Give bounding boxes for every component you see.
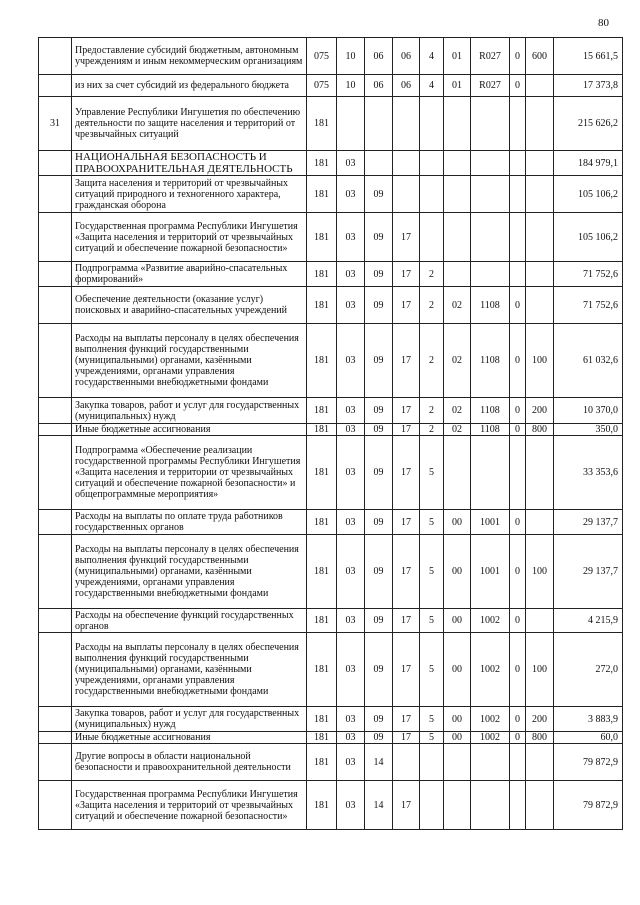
- row-expense-type: 800: [526, 424, 554, 436]
- row-number: [39, 324, 72, 398]
- row-section-code: 03: [337, 436, 365, 510]
- row-subsection-code: [365, 151, 393, 176]
- row-section-code: [337, 97, 365, 151]
- row-expense-type: [526, 213, 554, 262]
- row-subprogram-code: 4: [420, 75, 444, 97]
- row-description: Иные бюджетные ассигнования: [72, 424, 307, 436]
- row-measure-code: [444, 176, 471, 213]
- row-measure-code: [444, 436, 471, 510]
- row-ministry-code: 181: [307, 781, 337, 830]
- row-ministry-code: 181: [307, 609, 337, 633]
- row-ministry-code: 181: [307, 151, 337, 176]
- row-ministry-code: 181: [307, 324, 337, 398]
- row-amount: 29 137,7: [554, 535, 623, 609]
- row-expense-type: [526, 97, 554, 151]
- row-ministry-code: 181: [307, 744, 337, 781]
- table-row: [39, 436, 623, 510]
- row-program-code: 06: [393, 38, 420, 75]
- row-measure-code: [444, 781, 471, 830]
- row-extra-code: [510, 213, 526, 262]
- row-subsection-code: 09: [365, 535, 393, 609]
- row-subsection-code: 06: [365, 38, 393, 75]
- row-number: [39, 398, 72, 424]
- row-ministry-code: 181: [307, 732, 337, 744]
- row-number: [39, 262, 72, 287]
- row-direction-code: [471, 781, 510, 830]
- table-row: [39, 287, 623, 324]
- row-ministry-code: 181: [307, 424, 337, 436]
- row-program-code: 17: [393, 213, 420, 262]
- row-ministry-code: 075: [307, 38, 337, 75]
- table-row: [39, 424, 623, 436]
- row-ministry-code: 181: [307, 510, 337, 535]
- row-direction-code: [471, 151, 510, 176]
- row-expense-type: 100: [526, 633, 554, 707]
- row-extra-code: [510, 176, 526, 213]
- row-direction-code: [471, 436, 510, 510]
- row-subprogram-code: 5: [420, 633, 444, 707]
- row-description: Подпрограмма «Развитие аварийно-спасательных формирований»: [72, 262, 307, 287]
- row-measure-code: [444, 262, 471, 287]
- row-direction-code: [471, 176, 510, 213]
- row-number: [39, 535, 72, 609]
- table-row: [39, 262, 623, 287]
- row-extra-code: 0: [510, 424, 526, 436]
- table-row: [39, 535, 623, 609]
- table-row: [39, 510, 623, 535]
- row-extra-code: [510, 744, 526, 781]
- row-subsection-code: 06: [365, 75, 393, 97]
- row-subsection-code: 09: [365, 287, 393, 324]
- row-description: Подпрограмма «Обеспечение реализации государственной программы Республики Ингушетия «Защита населения и территории от чрезвычайных ситуаций и обеспечение пожарной безопасности» и общепрограммные мероприятия»: [72, 436, 307, 510]
- row-subprogram-code: 2: [420, 262, 444, 287]
- table-row: [39, 633, 623, 707]
- row-section-code: 03: [337, 781, 365, 830]
- row-program-code: [393, 176, 420, 213]
- row-subsection-code: 09: [365, 609, 393, 633]
- row-expense-type: [526, 262, 554, 287]
- row-program-code: 17: [393, 287, 420, 324]
- row-program-code: 17: [393, 510, 420, 535]
- row-extra-code: 0: [510, 324, 526, 398]
- row-amount: 215 626,2: [554, 97, 623, 151]
- row-section-code: 03: [337, 510, 365, 535]
- row-section-code: 03: [337, 424, 365, 436]
- row-direction-code: 1108: [471, 398, 510, 424]
- row-expense-type: 100: [526, 324, 554, 398]
- row-ministry-code: 181: [307, 436, 337, 510]
- row-direction-code: 1108: [471, 424, 510, 436]
- row-expense-type: [526, 609, 554, 633]
- row-subsection-code: 14: [365, 744, 393, 781]
- row-measure-code: 02: [444, 287, 471, 324]
- row-direction-code: [471, 744, 510, 781]
- row-direction-code: R027: [471, 75, 510, 97]
- row-direction-code: 1002: [471, 732, 510, 744]
- row-section-code: 03: [337, 744, 365, 781]
- row-program-code: [393, 744, 420, 781]
- row-measure-code: 00: [444, 732, 471, 744]
- row-section-code: 03: [337, 609, 365, 633]
- row-program-code: 17: [393, 707, 420, 732]
- row-amount: 29 137,7: [554, 510, 623, 535]
- row-measure-code: 01: [444, 38, 471, 75]
- row-ministry-code: 075: [307, 75, 337, 97]
- row-amount: 79 872,9: [554, 744, 623, 781]
- row-ministry-code: 181: [307, 535, 337, 609]
- row-extra-code: 0: [510, 707, 526, 732]
- row-measure-code: 02: [444, 398, 471, 424]
- row-measure-code: 00: [444, 633, 471, 707]
- row-measure-code: [444, 213, 471, 262]
- row-subsection-code: 09: [365, 213, 393, 262]
- row-subprogram-code: 2: [420, 424, 444, 436]
- row-amount: 350,0: [554, 424, 623, 436]
- row-description: НАЦИОНАЛЬНАЯ БЕЗОПАСНОСТЬ И ПРАВООХРАНИТЕЛЬНАЯ ДЕЯТЕЛЬНОСТЬ: [72, 151, 307, 176]
- row-subsection-code: 09: [365, 436, 393, 510]
- row-program-code: 17: [393, 633, 420, 707]
- row-subsection-code: 09: [365, 324, 393, 398]
- row-direction-code: [471, 262, 510, 287]
- row-extra-code: [510, 262, 526, 287]
- table-row: [39, 151, 623, 176]
- row-extra-code: [510, 151, 526, 176]
- row-ministry-code: 181: [307, 213, 337, 262]
- row-section-code: 03: [337, 535, 365, 609]
- row-direction-code: [471, 97, 510, 151]
- row-direction-code: 1108: [471, 324, 510, 398]
- row-section-code: 03: [337, 287, 365, 324]
- row-expense-type: [526, 75, 554, 97]
- row-number: [39, 609, 72, 633]
- row-subsection-code: 09: [365, 176, 393, 213]
- row-number: [39, 707, 72, 732]
- row-number: [39, 213, 72, 262]
- row-program-code: 17: [393, 398, 420, 424]
- table-row: [39, 324, 623, 398]
- row-subprogram-code: 2: [420, 324, 444, 398]
- row-subprogram-code: 5: [420, 436, 444, 510]
- row-section-code: 03: [337, 324, 365, 398]
- row-description: Расходы на обеспечение функций государственных органов: [72, 609, 307, 633]
- row-ministry-code: 181: [307, 707, 337, 732]
- row-direction-code: 1001: [471, 535, 510, 609]
- table-row: [39, 732, 623, 744]
- table-row: [39, 75, 623, 97]
- row-extra-code: 0: [510, 633, 526, 707]
- row-number: [39, 424, 72, 436]
- row-description: Другие вопросы в области национальной безопасности и правоохранительной деятельности: [72, 744, 307, 781]
- row-number: [39, 781, 72, 830]
- row-measure-code: 02: [444, 324, 471, 398]
- row-subprogram-code: [420, 213, 444, 262]
- row-amount: 272,0: [554, 633, 623, 707]
- row-amount: 71 752,6: [554, 262, 623, 287]
- row-measure-code: 00: [444, 609, 471, 633]
- row-number: [39, 510, 72, 535]
- table-row: [39, 213, 623, 262]
- row-subprogram-code: 5: [420, 609, 444, 633]
- row-amount: 184 979,1: [554, 151, 623, 176]
- row-amount: 105 106,2: [554, 213, 623, 262]
- row-description: из них за счет субсидий из федерального бюджета: [72, 75, 307, 97]
- row-section-code: 03: [337, 707, 365, 732]
- row-direction-code: [471, 213, 510, 262]
- row-ministry-code: 181: [307, 287, 337, 324]
- row-extra-code: 0: [510, 287, 526, 324]
- row-number: 31: [39, 97, 72, 151]
- row-description: Закупка товаров, работ и услуг для государственных (муниципальных) нужд: [72, 398, 307, 424]
- row-subprogram-code: 5: [420, 535, 444, 609]
- row-number: [39, 176, 72, 213]
- row-expense-type: [526, 151, 554, 176]
- row-section-code: 03: [337, 262, 365, 287]
- row-measure-code: 01: [444, 75, 471, 97]
- row-ministry-code: 181: [307, 262, 337, 287]
- row-direction-code: 1002: [471, 633, 510, 707]
- row-section-code: 10: [337, 38, 365, 75]
- row-amount: 4 215,9: [554, 609, 623, 633]
- row-section-code: 03: [337, 732, 365, 744]
- row-expense-type: [526, 176, 554, 213]
- page-number: 80: [598, 17, 609, 29]
- row-direction-code: 1002: [471, 609, 510, 633]
- row-expense-type: [526, 744, 554, 781]
- row-measure-code: [444, 97, 471, 151]
- table-row: [39, 707, 623, 732]
- row-description: Расходы на выплаты по оплате труда работников государственных органов: [72, 510, 307, 535]
- row-program-code: [393, 97, 420, 151]
- row-program-code: 17: [393, 732, 420, 744]
- row-extra-code: 0: [510, 38, 526, 75]
- row-subprogram-code: 2: [420, 398, 444, 424]
- row-expense-type: [526, 436, 554, 510]
- row-extra-code: [510, 781, 526, 830]
- row-extra-code: 0: [510, 732, 526, 744]
- row-ministry-code: 181: [307, 633, 337, 707]
- table-row: [39, 398, 623, 424]
- table-row: [39, 781, 623, 830]
- row-subsection-code: 14: [365, 781, 393, 830]
- row-amount: 17 373,8: [554, 75, 623, 97]
- row-number: [39, 287, 72, 324]
- table-row: [39, 97, 623, 151]
- row-description: Расходы на выплаты персоналу в целях обеспечения выполнения функций государственными (муниципальными) органами, казёнными учреждениями, органами управления государственными внебюджетными фондами: [72, 633, 307, 707]
- row-amount: 3 883,9: [554, 707, 623, 732]
- row-program-code: [393, 151, 420, 176]
- row-amount: 61 032,6: [554, 324, 623, 398]
- row-ministry-code: 181: [307, 398, 337, 424]
- row-section-code: 03: [337, 151, 365, 176]
- row-measure-code: [444, 151, 471, 176]
- row-description: Предоставление субсидий бюджетным, автономным учреждениям и иным некоммерческим организациям: [72, 38, 307, 75]
- row-amount: 79 872,9: [554, 781, 623, 830]
- row-expense-type: 200: [526, 398, 554, 424]
- row-expense-type: 800: [526, 732, 554, 744]
- row-amount: 60,0: [554, 732, 623, 744]
- row-subsection-code: 09: [365, 633, 393, 707]
- row-program-code: 17: [393, 436, 420, 510]
- row-extra-code: 0: [510, 398, 526, 424]
- row-number: [39, 151, 72, 176]
- row-subsection-code: 09: [365, 732, 393, 744]
- row-amount: 15 661,5: [554, 38, 623, 75]
- row-subprogram-code: [420, 781, 444, 830]
- row-expense-type: [526, 287, 554, 324]
- row-ministry-code: 181: [307, 176, 337, 213]
- row-direction-code: 1001: [471, 510, 510, 535]
- row-section-code: 03: [337, 398, 365, 424]
- row-number: [39, 732, 72, 744]
- row-section-code: 03: [337, 176, 365, 213]
- row-number: [39, 633, 72, 707]
- row-description: Обеспечение деятельности (оказание услуг) поисковых и аварийно-спасательных учреждений: [72, 287, 307, 324]
- row-subprogram-code: 5: [420, 707, 444, 732]
- row-subprogram-code: [420, 744, 444, 781]
- row-description: Расходы на выплаты персоналу в целях обеспечения выполнения функций государственными (муниципальными) органами, казёнными учреждениями, органами управления государственными внебюджетными фондами: [72, 535, 307, 609]
- row-description: Государственная программа Республики Ингушетия «Защита населения и территорий от чрезвычайных ситуаций и обеспечение пожарной безопасности»: [72, 213, 307, 262]
- row-amount: 10 370,0: [554, 398, 623, 424]
- row-subsection-code: 09: [365, 398, 393, 424]
- row-expense-type: [526, 781, 554, 830]
- row-measure-code: 00: [444, 707, 471, 732]
- row-extra-code: [510, 436, 526, 510]
- row-extra-code: 0: [510, 609, 526, 633]
- row-description: Защита населения и территорий от чрезвычайных ситуаций природного и техногенного характера, гражданская оборона: [72, 176, 307, 213]
- row-extra-code: 0: [510, 535, 526, 609]
- row-expense-type: 100: [526, 535, 554, 609]
- row-direction-code: R027: [471, 38, 510, 75]
- row-subprogram-code: [420, 151, 444, 176]
- row-description: Расходы на выплаты персоналу в целях обеспечения выполнения функций государственными (муниципальными) органами, казёнными учреждениями, органами управления государственными внебюджетными фондами: [72, 324, 307, 398]
- row-subprogram-code: 2: [420, 287, 444, 324]
- row-description: Иные бюджетные ассигнования: [72, 732, 307, 744]
- row-amount: 33 353,6: [554, 436, 623, 510]
- row-description: Управление Республики Ингушетия по обеспечению деятельности по защите населения и территорий от чрезвычайных ситуаций: [72, 97, 307, 151]
- row-measure-code: 00: [444, 510, 471, 535]
- row-program-code: 17: [393, 535, 420, 609]
- row-program-code: 17: [393, 424, 420, 436]
- row-measure-code: 02: [444, 424, 471, 436]
- row-number: [39, 38, 72, 75]
- row-amount: 105 106,2: [554, 176, 623, 213]
- row-program-code: 06: [393, 75, 420, 97]
- row-measure-code: 00: [444, 535, 471, 609]
- table-row: [39, 609, 623, 633]
- row-subsection-code: 09: [365, 510, 393, 535]
- row-subsection-code: 09: [365, 262, 393, 287]
- row-measure-code: [444, 744, 471, 781]
- table-row: [39, 744, 623, 781]
- row-subsection-code: [365, 97, 393, 151]
- row-program-code: 17: [393, 781, 420, 830]
- row-program-code: 17: [393, 324, 420, 398]
- row-subprogram-code: [420, 97, 444, 151]
- row-description: Государственная программа Республики Ингушетия «Защита населения и территорий от чрезвычайных ситуаций и обеспечение пожарной безопасности»: [72, 781, 307, 830]
- row-program-code: 17: [393, 262, 420, 287]
- budget-table: [38, 37, 623, 830]
- row-extra-code: [510, 97, 526, 151]
- row-ministry-code: 181: [307, 97, 337, 151]
- row-number: [39, 75, 72, 97]
- row-number: [39, 436, 72, 510]
- row-extra-code: 0: [510, 75, 526, 97]
- row-expense-type: [526, 510, 554, 535]
- row-amount: 71 752,6: [554, 287, 623, 324]
- row-subprogram-code: 4: [420, 38, 444, 75]
- row-section-code: 10: [337, 75, 365, 97]
- row-subprogram-code: [420, 176, 444, 213]
- row-subsection-code: 09: [365, 424, 393, 436]
- row-direction-code: 1108: [471, 287, 510, 324]
- row-subprogram-code: 5: [420, 510, 444, 535]
- row-subsection-code: 09: [365, 707, 393, 732]
- row-description: Закупка товаров, работ и услуг для государственных (муниципальных) нужд: [72, 707, 307, 732]
- row-expense-type: 600: [526, 38, 554, 75]
- row-subprogram-code: 5: [420, 732, 444, 744]
- row-expense-type: 200: [526, 707, 554, 732]
- row-extra-code: 0: [510, 510, 526, 535]
- table-row: [39, 176, 623, 213]
- row-program-code: 17: [393, 609, 420, 633]
- row-section-code: 03: [337, 633, 365, 707]
- table-row: [39, 38, 623, 75]
- row-number: [39, 744, 72, 781]
- row-section-code: 03: [337, 213, 365, 262]
- row-direction-code: 1002: [471, 707, 510, 732]
